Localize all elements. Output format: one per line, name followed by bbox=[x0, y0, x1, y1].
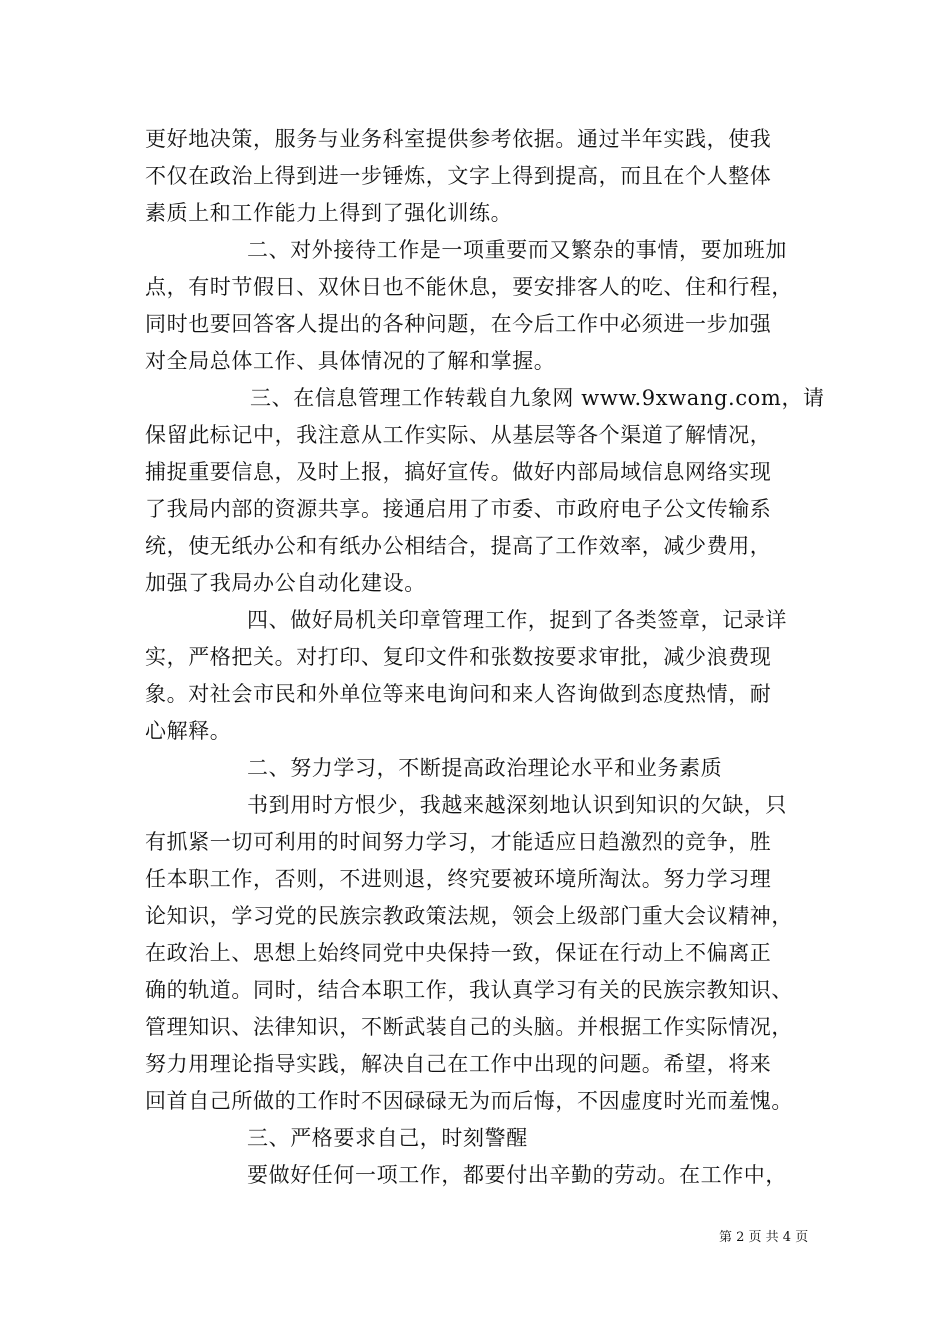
body-line: 三、在信息管理工作转载自九象网 www.9xwang.com，请 bbox=[250, 386, 825, 410]
body-line: 加强了我局办公自动化建设。 bbox=[145, 571, 426, 595]
body-line: 了我局内部的资源共享。接通启用了市委、市政府电子公文传输系 bbox=[145, 497, 772, 521]
body-line: 二、对外接待工作是一项重要而又繁杂的事情，要加班加 bbox=[247, 238, 787, 262]
body-line: 在政治上、思想上始终同党中央保持一致，保证在行动上不偏离正 bbox=[145, 941, 772, 965]
body-line: 点，有时节假日、双休日也不能休息，要安排客人的吃、住和行程， bbox=[145, 275, 793, 299]
section-heading: 二、努力学习，不断提高政治理论水平和业务素质 bbox=[247, 756, 723, 780]
body-line: 统，使无纸办公和有纸办公相结合，提高了工作效率，减少费用， bbox=[145, 534, 772, 558]
body-line: 管理知识、法律知识，不断武装自己的头脑。并根据工作实际情况， bbox=[145, 1015, 793, 1039]
body-line: 心解释。 bbox=[145, 719, 232, 743]
body-line: 书到用时方恨少，我越来越深刻地认识到知识的欠缺，只 bbox=[247, 793, 787, 817]
body-line: 对全局总体工作、具体情况的了解和掌握。 bbox=[145, 349, 556, 373]
body-line: 论知识，学习党的民族宗教政策法规，领会上级部门重大会议精神， bbox=[145, 904, 793, 928]
body-line: 素质上和工作能力上得到了强化训练。 bbox=[145, 201, 513, 225]
body-line: 象。对社会市民和外单位等来电询问和来人咨询做到态度热情，耐 bbox=[145, 682, 772, 706]
body-line: 实，严格把关。对打印、复印文件和张数按要求审批，减少浪费现 bbox=[145, 645, 772, 669]
body-line: 同时也要回答客人提出的各种问题，在今后工作中必须进一步加强 bbox=[145, 312, 772, 336]
body-line: 捕捉重要信息，及时上报，搞好宣传。做好内部局域信息网络实现 bbox=[145, 460, 772, 484]
body-line: 更好地决策，服务与业务科室提供参考依据。通过半年实践，使我 bbox=[145, 127, 772, 151]
body-line: 回首自己所做的工作时不因碌碌无为而后悔，不因虚度时光而羞愧。 bbox=[145, 1089, 793, 1113]
body-line: 不仅在政治上得到进一步锤炼，文字上得到提高，而且在个人整体 bbox=[145, 164, 772, 188]
body-line: 任本职工作，否则，不进则退，终究要被环境所淘汰。努力学习理 bbox=[145, 867, 772, 891]
body-line: 保留此标记中，我注意从工作实际、从基层等各个渠道了解情况， bbox=[145, 423, 772, 447]
body-line: 四、做好局机关印章管理工作，捉到了各类签章，记录详 bbox=[247, 608, 787, 632]
body-line: 确的轨道。同时，结合本职工作，我认真学习有关的民族宗教知识、 bbox=[145, 978, 793, 1002]
section-heading: 三、严格要求自己，时刻警醒 bbox=[247, 1126, 528, 1150]
body-line: 有抓紧一切可利用的时间努力学习，才能适应日趋激烈的竞争，胜 bbox=[145, 830, 772, 854]
page-number: 第 2 页 共 4 页 bbox=[719, 1230, 809, 1245]
body-line: 努力用理论指导实践，解决自己在工作中出现的问题。希望，将来 bbox=[145, 1052, 772, 1076]
body-line: 要做好任何一项工作，都要付出辛勤的劳动。在工作中， bbox=[247, 1163, 787, 1187]
